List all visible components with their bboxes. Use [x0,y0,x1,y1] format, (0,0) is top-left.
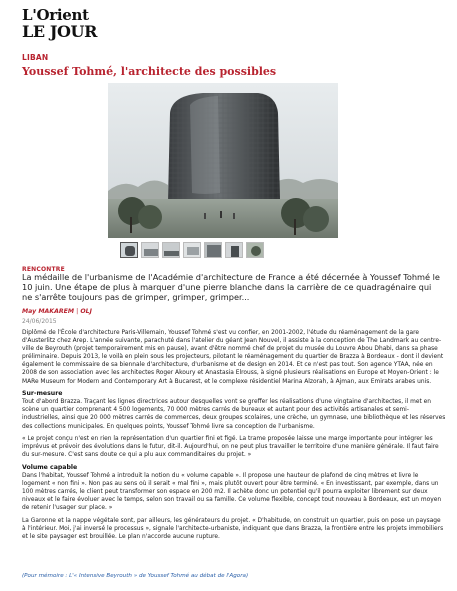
logo-line-2: LE JOUR [22,22,97,41]
article-title: Youssef Tohmé, l'architecte des possibles [22,65,277,78]
gallery-thumbnail[interactable] [246,242,264,258]
author-link[interactable]: May MAKAREM [22,308,75,315]
gallery-thumbnail[interactable] [183,242,201,258]
gallery-thumbnail[interactable] [162,242,180,258]
body-paragraph: La Garonne et la nappe végétale sont, par ailleurs, les générateurs du projet. « D'habitude, on construit un quartier, puis on pose un paysage à l'intérieur. Moi, j'ai inversé le processus », signale l'architecte-urbaniste, indiquant que dans Brazza, la frontière entre les projets immobiliers et le site paysager est brouillée. Le plan n'accorde aucune rupture. [22,517,444,541]
byline [22,308,92,315]
article-body [22,329,446,546]
publish-date: 24/06/2015 [22,318,57,325]
body-subheading: Sur-mesure [22,390,63,398]
gallery-thumbnail[interactable] [225,242,243,258]
article-kicker: RENCONTRE [22,266,65,273]
body-paragraph: « Le projet conçu n'est en rien la représentation d'un quartier fini et figé. La trame proposée laisse une marge importante pour intégrer les imprévus et prévoir des évolutions dans le futur, dit-il. Aujourd'hui, on ne peut plus travailler le territoire d'une manière générale. Il faut faire du sur-mesure. C'est sans doute ce qui a plu aux commanditaires du projet. » [22,436,439,459]
hero-image[interactable] [108,83,338,238]
byline-separator: | [76,308,79,315]
section-label[interactable]: LIBAN [22,53,49,62]
body-paragraph: Dans l'habitat, Youssef Tohmé a introduit la notion du « volume capable ». Il propose une hauteur de plafond de cinq mètres et livre le logement « non fini ». Non pas au sens où il serait « mal fini », mais plutôt ouvert pour être terminé. « En investissant, par exemple, dans un 100 mètres carrés, le client peut transformer son espace en 200 m2. Il achète donc un potentiel qu'il pourra exploiter librement sur deux niveaux et le faire évoluer avec le temps, selon son travail ou sa famille. Ce volume flexible, concept tout nouveau à Bordeaux, est un moyen de retenir l'usager sur place. » [22,473,442,512]
related-article-link[interactable]: (Pour mémoire : L'« Intensive Beyrouth » de Youssef Tohmé au débat de l'Agora) [22,573,249,579]
gallery-thumbnail[interactable] [204,242,222,258]
gallery-thumbnail[interactable] [141,242,159,258]
body-subheading: Volume capable [22,463,78,471]
building-rendering [108,83,338,238]
body-paragraph: Diplômé de l'École d'architecture Paris-Villemain, Youssef Tohmé s'est vu confier, en 2001-2002, l'étude du réaménagement de la gare d'Austerlitz chez Arep. L'année suivante, parachuté dans l'atelier du géant Jean Nouvel, il assiste à la conception de The Landmark au centre-ville de Beyrouth (projet temporairement mis en pause), avant d'être nommé chef de projet du musée du Louvre Abou Dhabi, dans sa phase préliminaire. Depuis 2013, le voilà en plein sous les projecteurs, pilotant le réaménagement du quartier de Brazza à Bordeaux - dont il devient également le commissaire de sa biennale d'architecture, d'urbanisme et de design en 2014. Et ce n'est pas tout. Son agence YTAA, née en 2008 de son association avec les architectes Roger Akoury et Anastasia Elrouss, à signé plusieurs réalisations en Europe et Moyen-Orient : le MARe Museum for Modern and Contemporary Art à Bucarest, et le complexe résidentiel Marina Alzorah, à Ajman, aux Emirats arabes unis. [22,330,444,385]
body-paragraph: Tout d'abord Brazza. Traçant les lignes directrices autour desquelles vont se greffer les réalisations d'une vingtaine d'architectes, il met en scène un quartier comprenant 4 500 logements, 70 000 mètres carrés de bureaux et autant pour des activités artisanales et semi-industrielles, ainsi que 20 000 mètres carrés de commerces, deux groupes scolaires, une crèche, un gymnase, une bibliothèque et les réserves des collections municipales. En quelques points, Youssef Tohmé livre sa conception de l'urbanisme. [22,399,446,430]
article-lead: La médaille de l'urbanisme de l'Académie d'architecture de France a été décernée à Youssef Tohmé le 10 juin. Une étape de plus à marquer d'une pierre blanche dans la carrière de ce quadragénaire qui ne s'arrête toujours pas de grimper, grimper, grimper... [22,272,440,302]
outlet-label: OLJ [80,308,92,315]
logo-line-1: L'Orient [22,6,89,24]
site-logo[interactable] [22,6,97,42]
gallery-thumbnail[interactable] [120,242,138,258]
